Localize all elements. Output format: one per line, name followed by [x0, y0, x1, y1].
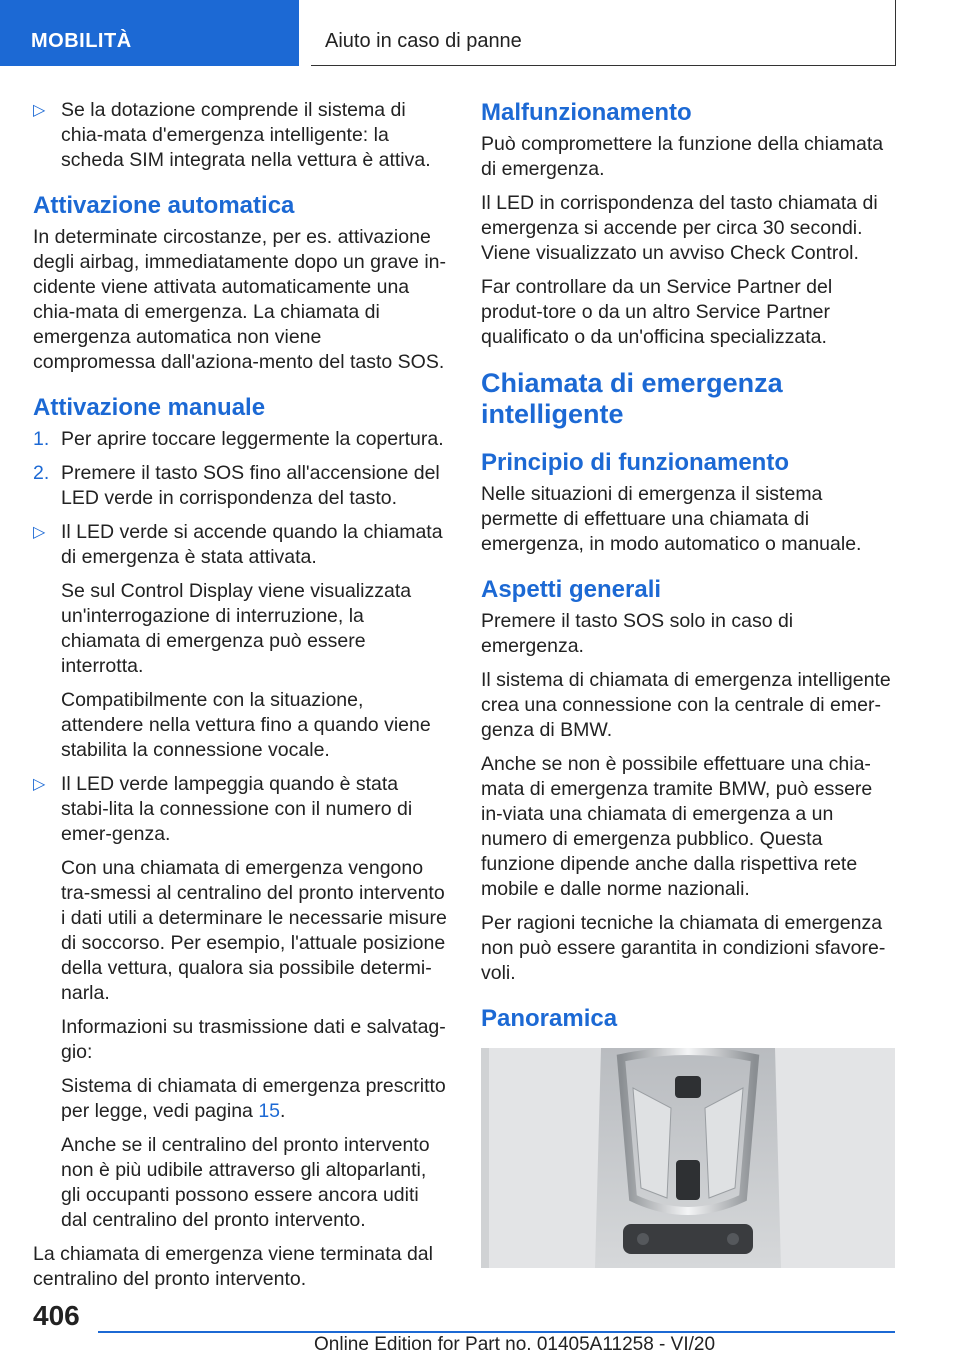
indented-paragraph: Compatibilmente con la situazione, attendere nella vettura fino a quando viene stabilita la connessione vocale.	[61, 689, 431, 761]
triangle-right-icon: ▷	[33, 776, 46, 793]
heading-operating-principle: Principio di funzionamento	[481, 449, 789, 476]
paragraph: Il sistema di chiamata di emergenza intelligente crea una connessione con la centrale di emer-genza di BMW.	[481, 669, 891, 741]
paragraph: La chiamata di emergenza viene terminata dal centralino del pronto intervento.	[33, 1243, 433, 1290]
bullet-text: Il LED verde si accende quando la chiamata di emergenza è stata attivata.	[61, 521, 443, 568]
heading-general: Aspetti generali	[481, 576, 662, 603]
step-number: 2.	[33, 462, 50, 484]
reference-text: Sistema di chiamata di emergenza prescritto per legge, vedi pagina	[61, 1075, 446, 1122]
bullet-item	[33, 98, 447, 173]
bullet-item	[33, 520, 447, 570]
indented-paragraph: Con una chiamata di emergenza vengono tra-smessi al centralino del pronto intervento i dati utili a determinare le necessarie misure di soccorso. Per esempio, l'attuale posizione della vettura, qualora sia possibile determi-narla.	[61, 857, 447, 1004]
paragraph: Anche se non è possibile effettuare una chia-mata di emergenza tramite BMW, può essere in-viata una chiamata di emergenza a un numero di emergenza pubblico. Questa funzione dipende anche dalla rispettiva rete mobile e dalle norme nazionali.	[481, 753, 873, 900]
page-link[interactable]: 15	[258, 1100, 281, 1122]
step-item	[33, 461, 447, 511]
indented-paragraph: Anche se il centralino del pronto intervento non è più udibile attraverso gli altoparlanti, gli occupanti possono essere ancora uditi dal centralino del pronto intervento.	[61, 1134, 430, 1231]
page-header	[0, 0, 960, 66]
chapter-title: Aiuto in caso di panne	[311, 0, 896, 66]
heading-overview: Panoramica	[481, 1005, 618, 1032]
indented-paragraph	[33, 1074, 447, 1124]
overhead-console-photo	[481, 1048, 895, 1268]
heading-malfunction: Malfunzionamento	[481, 99, 692, 126]
paragraph: Per ragioni tecniche la chiamata di emergenza non può essere garantita in condizioni sfavore-voli.	[481, 912, 886, 984]
bullet-item	[33, 772, 447, 847]
paragraph: Nelle situazioni di emergenza il sistema permette di effettuare una chiamata di emergenza, in modo automatico o manuale.	[481, 483, 862, 555]
right-column	[481, 98, 895, 1268]
reference-end: .	[280, 1100, 286, 1122]
bullet-text: Il LED verde lampeggia quando è stata stabi-lita la connessione con il numero di emer-genza.	[61, 773, 413, 845]
paragraph: Far controllare da un Service Partner del produt-tore o da un altro Service Partner qualificato o da un'officina specializzata.	[481, 276, 833, 348]
paragraph: Il LED in corrispondenza del tasto chiamata di emergenza si accende per circa 30 secondi. Viene visualizzato un avviso Check Control.	[481, 192, 878, 264]
left-column	[33, 98, 447, 1301]
page-number: 406	[33, 1300, 80, 1331]
section-label: MOBILITÀ	[0, 0, 299, 66]
edition-note: Online Edition for Part no. 01405A11258 - VI/20	[314, 1334, 716, 1355]
heading-automatic-activation: Attivazione automatica	[33, 192, 295, 219]
paragraph: In determinate circostanze, per es. attivazione degli airbag, immediatamente dopo un grave in-cidente viene attivata automaticamente una chia-mata di emergenza. La chiamata di emergenza automatica non viene compromessa dall'aziona-mento del tasto SOS.	[33, 226, 446, 373]
triangle-right-icon: ▷	[33, 524, 46, 541]
step-text: Premere il tasto SOS fino all'accensione del LED verde in corrispondenza del tasto.	[61, 462, 440, 509]
heading-manual-activation: Attivazione manuale	[33, 394, 266, 421]
footer-divider	[98, 1331, 895, 1333]
bullet-text: Se la dotazione comprende il sistema di chia-mata d'emergenza intelligente: la scheda SIM integrata nella vettura è attiva.	[61, 99, 431, 171]
heading-intelligent-emergency-call: Chiamata di emergenza intelligente	[481, 368, 783, 429]
paragraph: Premere il tasto SOS solo in caso di emergenza.	[481, 610, 794, 657]
step-text: Per aprire toccare leggermente la copertura.	[61, 428, 444, 450]
step-item	[33, 427, 447, 452]
step-number: 1.	[33, 428, 50, 450]
overhead-console-illustration	[481, 1048, 895, 1268]
triangle-right-icon: ▷	[33, 102, 46, 119]
paragraph: Può compromettere la funzione della chiamata di emergenza.	[481, 133, 884, 180]
indented-paragraph: Informazioni su trasmissione dati e salvatag-gio:	[61, 1016, 446, 1063]
indented-paragraph: Se sul Control Display viene visualizzata un'interrogazione di interruzione, la chiamata di emergenza può essere interrotta.	[61, 580, 412, 677]
